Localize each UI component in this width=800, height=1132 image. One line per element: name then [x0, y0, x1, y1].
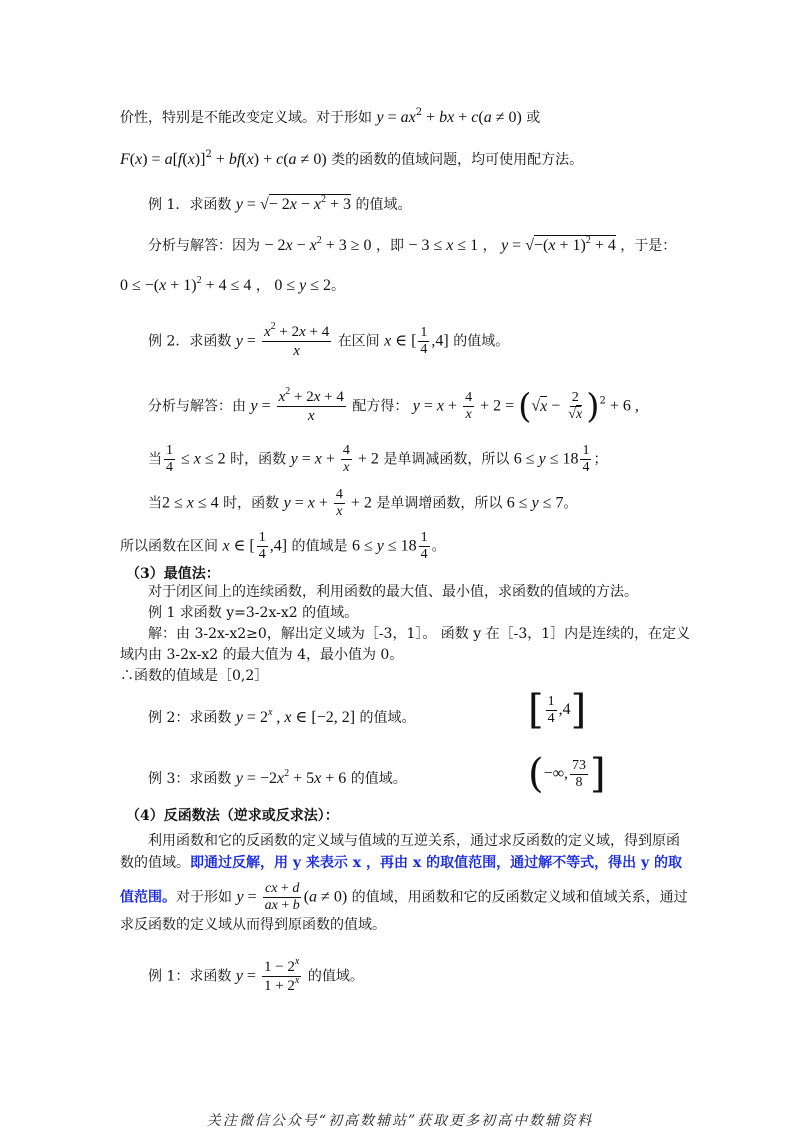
sec3-sol-line-1: 解：由 3-2x-x2≥0，解出定义域为［-3，1］。 函数 y 在［-3，1］内是连续的，在定义 — [148, 626, 691, 642]
ex1-analysis: 分析与解答：因为 − $2x - x^2 + 3 \ge 0$ ，即 − 3 ≤ x ≤ 1 ， $y = √-(x + 1)^2 + 4$ ，于是： — [148, 235, 677, 254]
ex2-label: 例 2．求函数 — [148, 333, 232, 350]
ex2-line: 例 2．求函数 y = $\frac{x^2 + 2x + 4}{x}$ 在区间 x ∈ [ $\frac{1}{4}$ ,4] 的值域。 — [148, 321, 510, 359]
sec3-ex2-answer: [ $\frac{1}{4}$ ,4 ] — [528, 687, 587, 733]
sec3-sol-line-2: 域内由 3-2x-x2 的最大值为 4，最小值为 0。 — [120, 647, 404, 663]
sec3-ex2: 例 2：求函数 $y = 2^x$ , x ∈ [−2, 2] 的值域。 — [148, 707, 416, 726]
ex1-conclusion: $0 \le -(x + 1)^2 + 4 \le 4$ ， 0 ≤ y ≤ 2。 — [120, 275, 345, 294]
sec4-highlight-1: 即通过反解，用 y 来表示 x ，再由 x 的取值范围，通过解不等式，得出 y 的取 — [190, 855, 682, 871]
ex2-analysis: 分析与解答：由 y = $\frac{x^2 + 2x + 4}{x}$ 配方得： y = x + $\frac{4}{x}$ + 2 = (√x − $\frac{2}{√x}$ )$^2$ + 6 , — [148, 386, 639, 427]
sec4-p3: 值范围。对于形如 y = $\frac{cx + d}{ax + b}$ (a ≠ 0) 的值域，用函数和它的反函数定义域和值域关系，通过 — [120, 881, 688, 913]
sec3-therefore: ∴函数的值域是［0,2］ — [120, 668, 269, 684]
intro-text: 价性，特别是不能改变定义域。对于形如 — [120, 110, 372, 126]
sec4-ex1: 例 1：求函数 y = $\frac{1 - 2^x}{1 + 2^x}$ 的值域。 — [148, 956, 364, 994]
page-footer: 关注微信公众号“初高数辅站”获取更多初高中数辅资料 — [206, 1113, 594, 1129]
ex2-case-1: 当 $\frac{1}{4}$ ≤ x ≤ 2 时，函数 y = x + $\frac{4}{x}$ + 2 是单调减函数，所以 6 ≤ y ≤ 18 $\frac{1}{4}$ ； — [148, 443, 608, 475]
formula-quadratic: y — [376, 109, 384, 126]
sec4-highlight-2: 值范围。 — [120, 889, 176, 906]
ex2-case-2: 当2 ≤ x ≤ 4 时，函数 y = x + $\frac{4}{x}$ + 2 是单调增函数，所以 6 ≤ y ≤ 7。 — [148, 487, 578, 519]
sec4-p2: 数的值域。即通过反解，用 y 来表示 x ，再由 x 的取值范围，通过解不等式，得出 y 的取 — [120, 855, 682, 871]
ex1-tail: 的值域。 — [355, 197, 412, 213]
sec3-ex3-answer: ( −∞, $\frac{73}{8}$ ] — [528, 751, 606, 797]
sec4-p1: 利用函数和它的反函数的定义域与值域的互逆关系，通过求反函数的定义域，得到原函 — [148, 833, 680, 849]
ex2-analysis-label: 分析与解答：由 — [148, 398, 246, 415]
sec4-p4: 求反函数的定义域从而得到原函数的值域。 — [120, 917, 386, 933]
sec3-desc: 对于闭区间上的连续函数，利用函数的最大值、最小值，求函数的值域的方法。 — [148, 584, 638, 600]
intro-line-2: $F(x) = a[f(x)]^2 + bf(x) + c(a \ne 0)$ 类的函数的值域问题，均可使用配方法。 — [120, 149, 584, 168]
ex1-line: 例 1．求函数 y = √− $2x - x^2 + 3$ 的值域。 — [148, 194, 412, 213]
ex1-label: 例 1．求函数 — [148, 197, 232, 213]
sec3-ex3: 例 3：求函数 $y = -2x^2 + 5x + 6$ 的值域。 — [148, 768, 407, 787]
intro-line-1: 价性，特别是不能改变定义域。对于形如 $y = ax^2$ + bx + c(a ≠ 0) 或 — [120, 107, 541, 126]
sec3-heading: （3）最值法： — [126, 566, 220, 582]
ex1-analysis-label: 分析与解答：因为 — [148, 238, 260, 254]
intro-or: 或 — [526, 110, 541, 126]
ex2-summary: 所以函数在区间 x ∈ [ $\frac{1}{4}$ ,4] 的值域是 6 ≤ y ≤ 18 $\frac{1}{4}$ 。 — [120, 530, 446, 562]
formula-composite: F — [120, 151, 130, 168]
sec3-ex1: 例 1 求函数 y=3-2x-x2 的值域。 — [148, 605, 359, 621]
intro-tail: 类的函数的值域问题，均可使用配方法。 — [331, 152, 584, 168]
sec4-heading: （4）反函数法（逆求或反求法）： — [126, 808, 339, 824]
